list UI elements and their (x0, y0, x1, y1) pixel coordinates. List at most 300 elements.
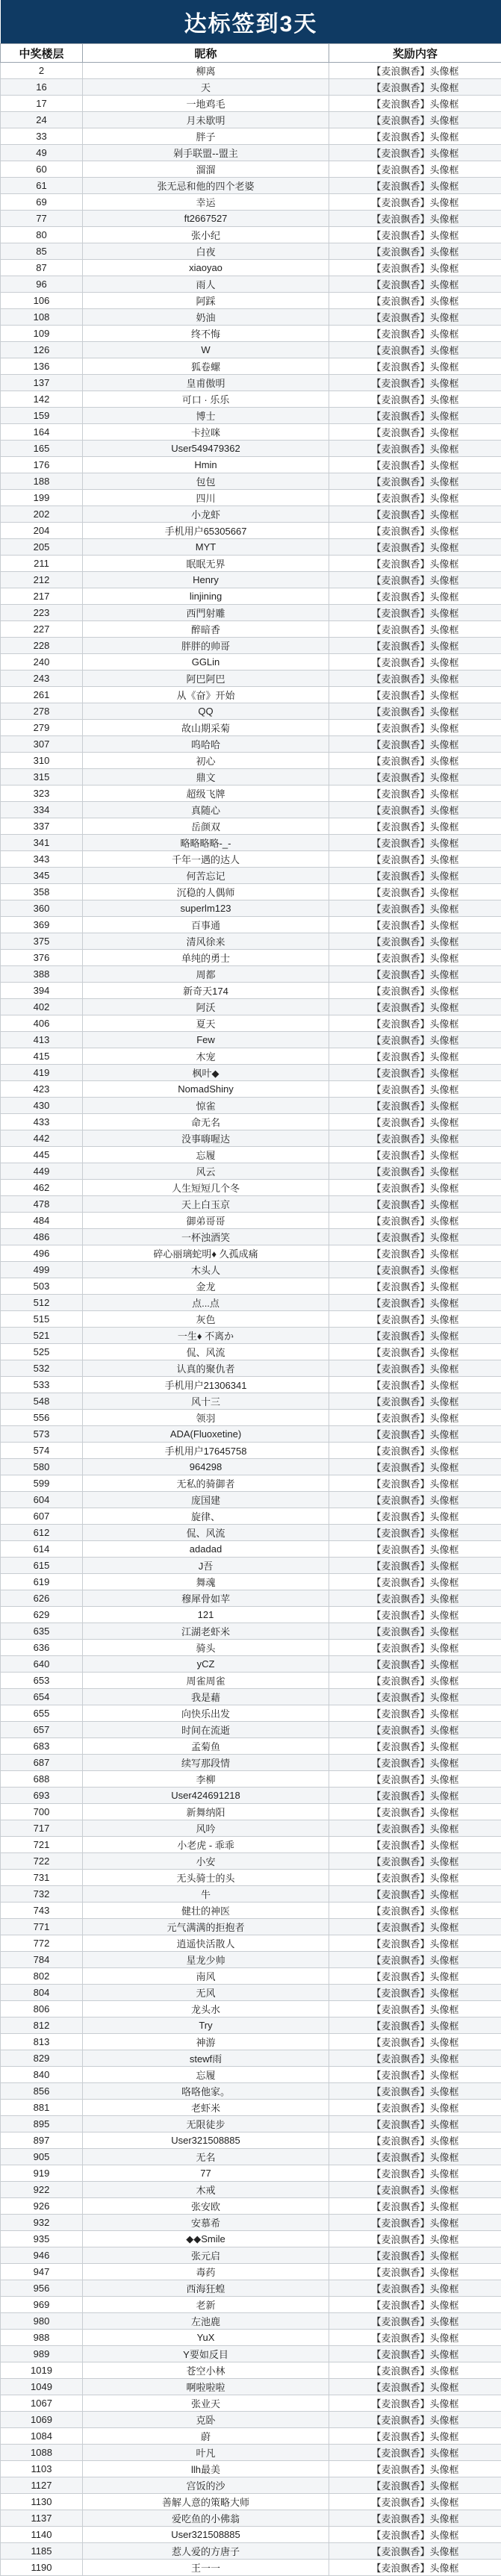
floor-cell: 376 (1, 950, 83, 966)
reward-cell: 【麦浪飘香】头像框 (329, 1015, 501, 1032)
table-row (1, 1443, 501, 1459)
nickname-cell: 阿踩 (83, 293, 329, 309)
reward-cell: 【麦浪飘香】头像框 (329, 2477, 501, 2494)
table-row (1, 2395, 501, 2412)
reward-cell: 【麦浪飘香】头像框 (329, 2510, 501, 2527)
reward-cell: 【麦浪飘香】头像框 (329, 605, 501, 621)
nickname-cell: 胖子 (83, 128, 329, 145)
reward-cell: 【麦浪飘香】头像框 (329, 1130, 501, 1147)
reward-cell: 【麦浪飘香】头像框 (329, 1443, 501, 1459)
floor-cell: 574 (1, 1443, 83, 1459)
reward-cell: 【麦浪飘香】头像框 (329, 1607, 501, 1623)
nickname-cell: 向快乐出发 (83, 1705, 329, 1722)
floor-cell: 307 (1, 736, 83, 753)
reward-cell: 【麦浪飘香】头像框 (329, 1032, 501, 1048)
reward-cell: 【麦浪飘香】头像框 (329, 950, 501, 966)
table-row (1, 441, 501, 457)
floor-cell: 388 (1, 966, 83, 983)
nickname-cell: 点...点 (83, 1295, 329, 1311)
reward-cell: 【麦浪飘香】头像框 (329, 588, 501, 605)
reward-cell: 【麦浪飘香】头像框 (329, 1459, 501, 1475)
reward-cell: 【麦浪飘香】头像框 (329, 1163, 501, 1180)
table-row (1, 1163, 501, 1180)
nickname-cell: 阿沃 (83, 999, 329, 1015)
nickname-cell: 克卧 (83, 2412, 329, 2428)
table-row (1, 851, 501, 868)
floor-cell: 315 (1, 769, 83, 785)
table-row (1, 1935, 501, 1952)
nickname-cell: 王一一 (83, 2560, 329, 2576)
table-row (1, 391, 501, 408)
reward-cell: 【麦浪飘香】头像框 (329, 309, 501, 326)
floor-cell: 1088 (1, 2445, 83, 2461)
nickname-cell: 剁手联盟--盟主 (83, 145, 329, 161)
nickname-cell: 百事通 (83, 917, 329, 933)
nickname-cell: ADA(Fluoxetine) (83, 1426, 329, 1443)
reward-cell: 【麦浪飘香】头像框 (329, 2215, 501, 2231)
nickname-cell: Try (83, 2017, 329, 2034)
nickname-cell: 枫叶◆ (83, 1065, 329, 1081)
nickname-cell: 神游 (83, 2034, 329, 2050)
reward-cell: 【麦浪飘香】头像框 (329, 178, 501, 194)
table-row (1, 917, 501, 933)
reward-cell: 【麦浪飘香】头像框 (329, 1360, 501, 1377)
nickname-cell: 张无忌和他的四个老婆 (83, 178, 329, 194)
table-row (1, 260, 501, 276)
nickname-cell: GGLin (83, 654, 329, 671)
reward-cell: 【麦浪飘香】头像框 (329, 933, 501, 950)
floor-cell: 947 (1, 2264, 83, 2280)
floor-cell: 802 (1, 1968, 83, 1985)
floor-cell: 521 (1, 1328, 83, 1344)
nickname-cell: 溜溜 (83, 161, 329, 178)
reward-cell: 【麦浪飘香】头像框 (329, 2379, 501, 2395)
reward-cell: 【麦浪飘香】头像框 (329, 1952, 501, 1968)
reward-cell: 【麦浪飘香】头像框 (329, 1278, 501, 1295)
table-row (1, 1558, 501, 1574)
table-row (1, 720, 501, 736)
reward-cell: 【麦浪飘香】头像框 (329, 1870, 501, 1886)
floor-cell: 394 (1, 983, 83, 999)
table-row (1, 1673, 501, 1689)
reward-cell: 【麦浪飘香】头像框 (329, 1525, 501, 1541)
floor-cell: 683 (1, 1738, 83, 1755)
table-row (1, 1886, 501, 1903)
floor-cell: 341 (1, 835, 83, 851)
table-row (1, 523, 501, 539)
reward-cell: 【麦浪飘香】头像框 (329, 884, 501, 900)
table-row (1, 128, 501, 145)
table-row (1, 178, 501, 194)
reward-cell: 【麦浪飘香】头像框 (329, 2527, 501, 2543)
floor-cell: 653 (1, 1673, 83, 1689)
nickname-cell: 皇甫傲明 (83, 375, 329, 391)
floor-cell: 1185 (1, 2543, 83, 2560)
nickname-cell: 风吟 (83, 1820, 329, 1837)
nickname-cell: Few (83, 1032, 329, 1048)
table-row (1, 408, 501, 424)
floor-cell: 688 (1, 1771, 83, 1788)
table-row (1, 276, 501, 293)
reward-cell: 【麦浪飘香】头像框 (329, 2067, 501, 2083)
nickname-cell: User321508885 (83, 2132, 329, 2149)
reward-cell: 【麦浪飘香】头像框 (329, 983, 501, 999)
reward-cell: 【麦浪飘香】头像框 (329, 1738, 501, 1755)
reward-cell: 【麦浪飘香】头像框 (329, 917, 501, 933)
floor-cell: 812 (1, 2017, 83, 2034)
reward-cell: 【麦浪飘香】头像框 (329, 703, 501, 720)
reward-cell: 【麦浪飘香】头像框 (329, 79, 501, 96)
nickname-cell: 手机用户21306341 (83, 1377, 329, 1393)
reward-cell: 【麦浪飘香】头像框 (329, 326, 501, 342)
floor-cell: 142 (1, 391, 83, 408)
nickname-cell: llh最美 (83, 2461, 329, 2477)
table-row (1, 1541, 501, 1558)
table-row (1, 1344, 501, 1360)
table-row (1, 1426, 501, 1443)
nickname-cell: 阿巴阿巴 (83, 671, 329, 687)
reward-cell: 【麦浪飘香】头像框 (329, 1393, 501, 1410)
table-row (1, 79, 501, 96)
floor-cell: 654 (1, 1689, 83, 1705)
nickname-cell: MYT (83, 539, 329, 556)
reward-cell: 【麦浪飘香】头像框 (329, 490, 501, 506)
floor-cell: 548 (1, 1393, 83, 1410)
table-row (1, 983, 501, 999)
floor-cell: 503 (1, 1278, 83, 1295)
table-row (1, 1870, 501, 1886)
table-row (1, 1590, 501, 1607)
nickname-cell: 醉暗香 (83, 621, 329, 638)
nickname-cell: 忘履 (83, 1147, 329, 1163)
floor-cell: 926 (1, 2198, 83, 2215)
table-row (1, 785, 501, 802)
reward-cell: 【麦浪飘香】头像框 (329, 1213, 501, 1229)
nickname-cell: 手机用户65305667 (83, 523, 329, 539)
table-row (1, 2050, 501, 2067)
reward-cell: 【麦浪飘香】头像框 (329, 999, 501, 1015)
reward-cell: 【麦浪飘香】头像框 (329, 785, 501, 802)
table-row (1, 1032, 501, 1048)
table-row (1, 2445, 501, 2461)
reward-cell: 【麦浪飘香】头像框 (329, 424, 501, 441)
floor-cell: 358 (1, 884, 83, 900)
reward-cell: 【麦浪飘香】头像框 (329, 1558, 501, 1574)
nickname-cell: 老虾米 (83, 2100, 329, 2116)
floor-cell: 109 (1, 326, 83, 342)
table-row (1, 457, 501, 473)
table-row (1, 2362, 501, 2379)
reward-cell: 【麦浪飘香】头像框 (329, 753, 501, 769)
reward-cell: 【麦浪飘香】头像框 (329, 2280, 501, 2297)
reward-cell: 【麦浪飘香】头像框 (329, 194, 501, 211)
table-row (1, 1065, 501, 1081)
table-row (1, 2017, 501, 2034)
floor-cell: 486 (1, 1229, 83, 1245)
floor-cell: 1049 (1, 2379, 83, 2395)
header-row (1, 44, 501, 63)
floor-cell: 1084 (1, 2428, 83, 2445)
table-row (1, 769, 501, 785)
table-row (1, 2034, 501, 2050)
reward-cell: 【麦浪飘香】头像框 (329, 539, 501, 556)
floor-cell: 49 (1, 145, 83, 161)
nickname-cell: 舞魂 (83, 1574, 329, 1590)
nickname-cell: 千年一遇的达人 (83, 851, 329, 868)
nickname-cell: 我是藉 (83, 1689, 329, 1705)
table-row (1, 2264, 501, 2280)
floor-cell: 532 (1, 1360, 83, 1377)
floor-cell: 228 (1, 638, 83, 654)
reward-cell: 【麦浪飘香】头像框 (329, 1689, 501, 1705)
floor-cell: 556 (1, 1410, 83, 1426)
table-row (1, 1475, 501, 1492)
nickname-cell: 龙头水 (83, 2001, 329, 2017)
reward-cell: 【麦浪飘香】头像框 (329, 1475, 501, 1492)
floor-cell: 80 (1, 227, 83, 243)
nickname-cell: User424691218 (83, 1788, 329, 1804)
floor-cell: 635 (1, 1623, 83, 1640)
reward-cell: 【麦浪飘香】头像框 (329, 2050, 501, 2067)
floor-cell: 512 (1, 1295, 83, 1311)
floor-cell: 106 (1, 293, 83, 309)
floor-cell: 1130 (1, 2494, 83, 2510)
table-row (1, 1738, 501, 1755)
floor-cell: 829 (1, 2050, 83, 2067)
floor-cell: 969 (1, 2297, 83, 2313)
nickname-cell: 无风 (83, 1985, 329, 2001)
reward-cell: 【麦浪飘香】头像框 (329, 145, 501, 161)
reward-cell: 【麦浪飘香】头像框 (329, 2297, 501, 2313)
floor-cell: 619 (1, 1574, 83, 1590)
reward-cell: 【麦浪飘香】头像框 (329, 2560, 501, 2576)
nickname-cell: 包包 (83, 473, 329, 490)
floor-cell: 96 (1, 276, 83, 293)
floor-cell: 629 (1, 1607, 83, 1623)
reward-cell: 【麦浪飘香】头像框 (329, 523, 501, 539)
table-row (1, 999, 501, 1015)
reward-cell: 【麦浪飘香】头像框 (329, 1590, 501, 1607)
floor-cell: 956 (1, 2280, 83, 2297)
table-row (1, 2412, 501, 2428)
nickname-cell: 一地鸡毛 (83, 96, 329, 112)
reward-cell: 【麦浪飘香】头像框 (329, 227, 501, 243)
nickname-cell: 初心 (83, 753, 329, 769)
table-row (1, 2083, 501, 2100)
floor-cell: 1069 (1, 2412, 83, 2428)
reward-cell: 【麦浪飘香】头像框 (329, 375, 501, 391)
nickname-cell: NomadShiny (83, 1081, 329, 1098)
floor-cell: 360 (1, 900, 83, 917)
nickname-cell: 宫饭的沙 (83, 2477, 329, 2494)
floor-cell: 205 (1, 539, 83, 556)
reward-cell: 【麦浪飘香】头像框 (329, 1426, 501, 1443)
reward-cell: 【麦浪飘香】头像框 (329, 2362, 501, 2379)
table-row (1, 2067, 501, 2083)
table-row (1, 293, 501, 309)
floor-cell: 771 (1, 1919, 83, 1935)
nickname-cell: 江湖老虾米 (83, 1623, 329, 1640)
table-row (1, 358, 501, 375)
reward-cell: 【麦浪飘香】头像框 (329, 1508, 501, 1525)
table-row (1, 1278, 501, 1295)
nickname-cell: 单纯的勇士 (83, 950, 329, 966)
floor-cell: 813 (1, 2034, 83, 2050)
reward-cell: 【麦浪飘香】头像框 (329, 1098, 501, 1114)
table-row (1, 145, 501, 161)
floor-cell: 61 (1, 178, 83, 194)
nickname-cell: 超级飞牌 (83, 785, 329, 802)
reward-cell: 【麦浪飘香】头像框 (329, 1245, 501, 1262)
nickname-cell: 博士 (83, 408, 329, 424)
reward-cell: 【麦浪飘香】头像框 (329, 802, 501, 818)
reward-cell: 【麦浪飘香】头像框 (329, 2494, 501, 2510)
table-row (1, 1705, 501, 1722)
table-row (1, 1985, 501, 2001)
reward-cell: 【麦浪飘香】头像框 (329, 1755, 501, 1771)
floor-cell: 743 (1, 1903, 83, 1919)
nickname-cell: 小老虎 - 乖乖 (83, 1837, 329, 1853)
floor-cell: 804 (1, 1985, 83, 2001)
table-row (1, 2116, 501, 2132)
floor-cell: 415 (1, 1048, 83, 1065)
table-row (1, 227, 501, 243)
floor-cell: 24 (1, 112, 83, 128)
table-row (1, 1525, 501, 1541)
floor-cell: 217 (1, 588, 83, 605)
reward-cell: 【麦浪飘香】头像框 (329, 1673, 501, 1689)
floor-cell: 806 (1, 2001, 83, 2017)
nickname-cell: User549479362 (83, 441, 329, 457)
table-row (1, 703, 501, 720)
floor-cell: 445 (1, 1147, 83, 1163)
nickname-cell: 月未歇明 (83, 112, 329, 128)
nickname-cell: 略略略略-_- (83, 835, 329, 851)
floor-cell: 204 (1, 523, 83, 539)
table-row (1, 1788, 501, 1804)
floor-cell: 442 (1, 1130, 83, 1147)
nickname-cell: superlm123 (83, 900, 329, 917)
floor-cell: 176 (1, 457, 83, 473)
table-row (1, 2215, 501, 2231)
nickname-cell: 侃、风流 (83, 1344, 329, 1360)
table-row (1, 671, 501, 687)
table-row (1, 1968, 501, 1985)
floor-cell: 211 (1, 556, 83, 572)
table-row (1, 572, 501, 588)
table-row (1, 2494, 501, 2510)
floor-cell: 626 (1, 1590, 83, 1607)
table-row (1, 1311, 501, 1328)
reward-cell: 【麦浪飘香】头像框 (329, 1377, 501, 1393)
floor-cell: 533 (1, 1377, 83, 1393)
nickname-cell: 蔚 (83, 2428, 329, 2445)
table-row (1, 1196, 501, 1213)
floor-cell: 69 (1, 194, 83, 211)
nickname-cell: 张安欧 (83, 2198, 329, 2215)
nickname-cell: 领羽 (83, 1410, 329, 1426)
reward-cell: 【麦浪飘香】头像框 (329, 818, 501, 835)
table-row (1, 1919, 501, 1935)
floor-cell: 731 (1, 1870, 83, 1886)
floor-cell: 784 (1, 1952, 83, 1968)
reward-cell: 【麦浪飘香】头像框 (329, 260, 501, 276)
floor-cell: 1127 (1, 2477, 83, 2494)
nickname-cell: ft2667527 (83, 211, 329, 227)
reward-cell: 【麦浪飘香】头像框 (329, 671, 501, 687)
nickname-cell: 苍空小林 (83, 2362, 329, 2379)
table-row (1, 1360, 501, 1377)
reward-cell: 【麦浪飘香】头像框 (329, 900, 501, 917)
table-row (1, 1903, 501, 1919)
nickname-cell: QQ (83, 703, 329, 720)
floor-cell: 430 (1, 1098, 83, 1114)
nickname-cell: 老新 (83, 2297, 329, 2313)
nickname-cell: 张小纪 (83, 227, 329, 243)
nickname-cell: 灰色 (83, 1311, 329, 1328)
table-row (1, 966, 501, 983)
floor-cell: 980 (1, 2313, 83, 2330)
nickname-cell: 呜哈哈 (83, 736, 329, 753)
table-row (1, 194, 501, 211)
nickname-cell: 旋律、 (83, 1508, 329, 1525)
reward-cell: 【麦浪飘香】头像框 (329, 2346, 501, 2362)
reward-cell: 【麦浪飘香】头像框 (329, 1262, 501, 1278)
reward-cell: 【麦浪飘香】头像框 (329, 63, 501, 79)
table-row (1, 473, 501, 490)
table-row (1, 2379, 501, 2395)
floor-cell: 188 (1, 473, 83, 490)
reward-cell: 【麦浪飘香】头像框 (329, 1311, 501, 1328)
nickname-cell: 奶油 (83, 309, 329, 326)
nickname-cell: 忘履 (83, 2067, 329, 2083)
table-row (1, 1262, 501, 1278)
table-row (1, 1755, 501, 1771)
table-row (1, 1048, 501, 1065)
floor-cell: 16 (1, 79, 83, 96)
table-row (1, 1623, 501, 1640)
floor-cell: 573 (1, 1426, 83, 1443)
table-row (1, 539, 501, 556)
floor-cell: 895 (1, 2116, 83, 2132)
nickname-cell: 木宠 (83, 1048, 329, 1065)
table-row (1, 1492, 501, 1508)
floor-cell: 334 (1, 802, 83, 818)
table-row (1, 621, 501, 638)
table-row (1, 1771, 501, 1788)
reward-cell: 【麦浪飘香】头像框 (329, 2132, 501, 2149)
table-row (1, 835, 501, 851)
table-row (1, 1377, 501, 1393)
nickname-cell: 骑头 (83, 1640, 329, 1656)
floor-cell: 1140 (1, 2527, 83, 2543)
table-row (1, 1837, 501, 1853)
floor-cell: 343 (1, 851, 83, 868)
floor-cell: 212 (1, 572, 83, 588)
reward-cell: 【麦浪飘香】头像框 (329, 687, 501, 703)
reward-cell: 【麦浪飘香】头像框 (329, 1180, 501, 1196)
table-row (1, 802, 501, 818)
reward-cell: 【麦浪飘香】头像框 (329, 2330, 501, 2346)
nickname-cell: 西海狂蝗 (83, 2280, 329, 2297)
reward-cell: 【麦浪飘香】头像框 (329, 638, 501, 654)
floor-cell: 423 (1, 1081, 83, 1098)
floor-cell: 881 (1, 2100, 83, 2116)
floor-cell: 693 (1, 1788, 83, 1804)
floor-cell: 856 (1, 2083, 83, 2100)
floor-cell: 159 (1, 408, 83, 424)
reward-cell: 【麦浪飘香】头像框 (329, 1065, 501, 1081)
